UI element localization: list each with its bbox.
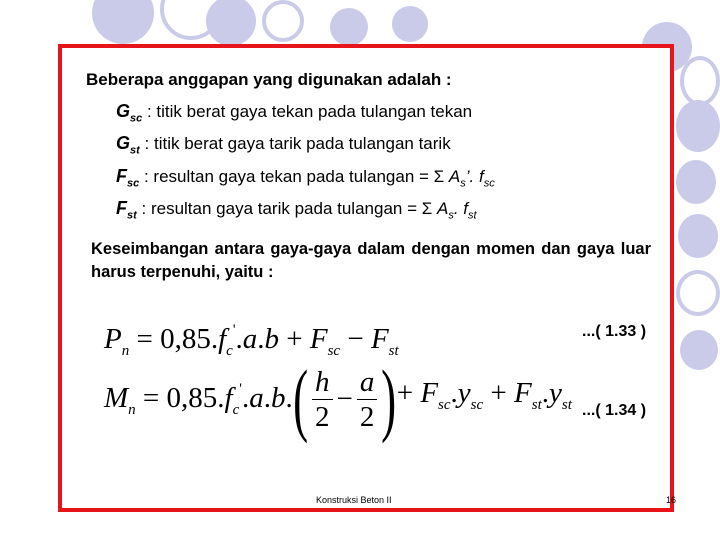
decor-circle <box>676 160 716 204</box>
definition-text: : titik berat gaya tekan pada tulangan tekan <box>142 102 473 121</box>
equation-axial-force: $P_n = 0,85.f_c'.a.b + F_{sc} - F_{st}$ <box>104 322 399 359</box>
decor-circle <box>678 214 718 258</box>
definition-text: : resultan gaya tekan pada tulangan = <box>139 167 434 186</box>
decor-circle <box>680 330 718 370</box>
equilibrium-paragraph: Keseimbangan antara gaya-gaya dalam dengan momen dan gaya luar harus terpenuhi, yaitu : <box>91 240 651 281</box>
slide-title: Beberapa anggapan yang digunakan adalah : <box>86 70 452 89</box>
definition-symbol: $G_{st}$ <box>116 133 140 157</box>
decor-circle <box>676 270 720 316</box>
decor-circle <box>92 0 154 44</box>
decor-circle <box>392 6 428 42</box>
definition-symbol: $F_{sc}$ <box>116 166 140 190</box>
definition-symbol: $F_{st}$ <box>116 198 137 222</box>
decor-circle <box>676 100 720 152</box>
definition-row <box>116 101 472 125</box>
decor-circle <box>680 56 720 106</box>
definition-text: : titik berat gaya tarik pada tulangan tarik <box>139 134 451 153</box>
equation-number: ...( 1.34 ) <box>582 402 647 419</box>
page-number: 16 <box>666 495 677 505</box>
definition-formula: Σ $A_s$. $f_{st}$ <box>421 199 477 222</box>
definition-row <box>116 166 495 190</box>
decor-circle <box>330 8 368 46</box>
definition-symbol: $G_{sc}$ <box>116 101 143 125</box>
equation-number: ...( 1.33 ) <box>582 323 647 340</box>
definition-text: : resultan gaya tarik pada tulangan = <box>136 199 422 218</box>
definition-formula: Σ $A_s$’. $f_{sc}$ <box>433 167 495 190</box>
decor-circle <box>206 0 256 46</box>
definition-row <box>116 198 477 222</box>
definition-row <box>116 133 451 157</box>
decor-circle <box>262 0 304 42</box>
equation-moment: $M_n = 0,85.f_c'.a.b$.( $\frac{h}{2}$ − $\frac{a}{2}$ )+ $F_{sc}.y_{sc} + F_{st}.y_{st}$ <box>104 353 572 444</box>
footer-course-title: Konstruksi Beton II <box>316 495 392 505</box>
